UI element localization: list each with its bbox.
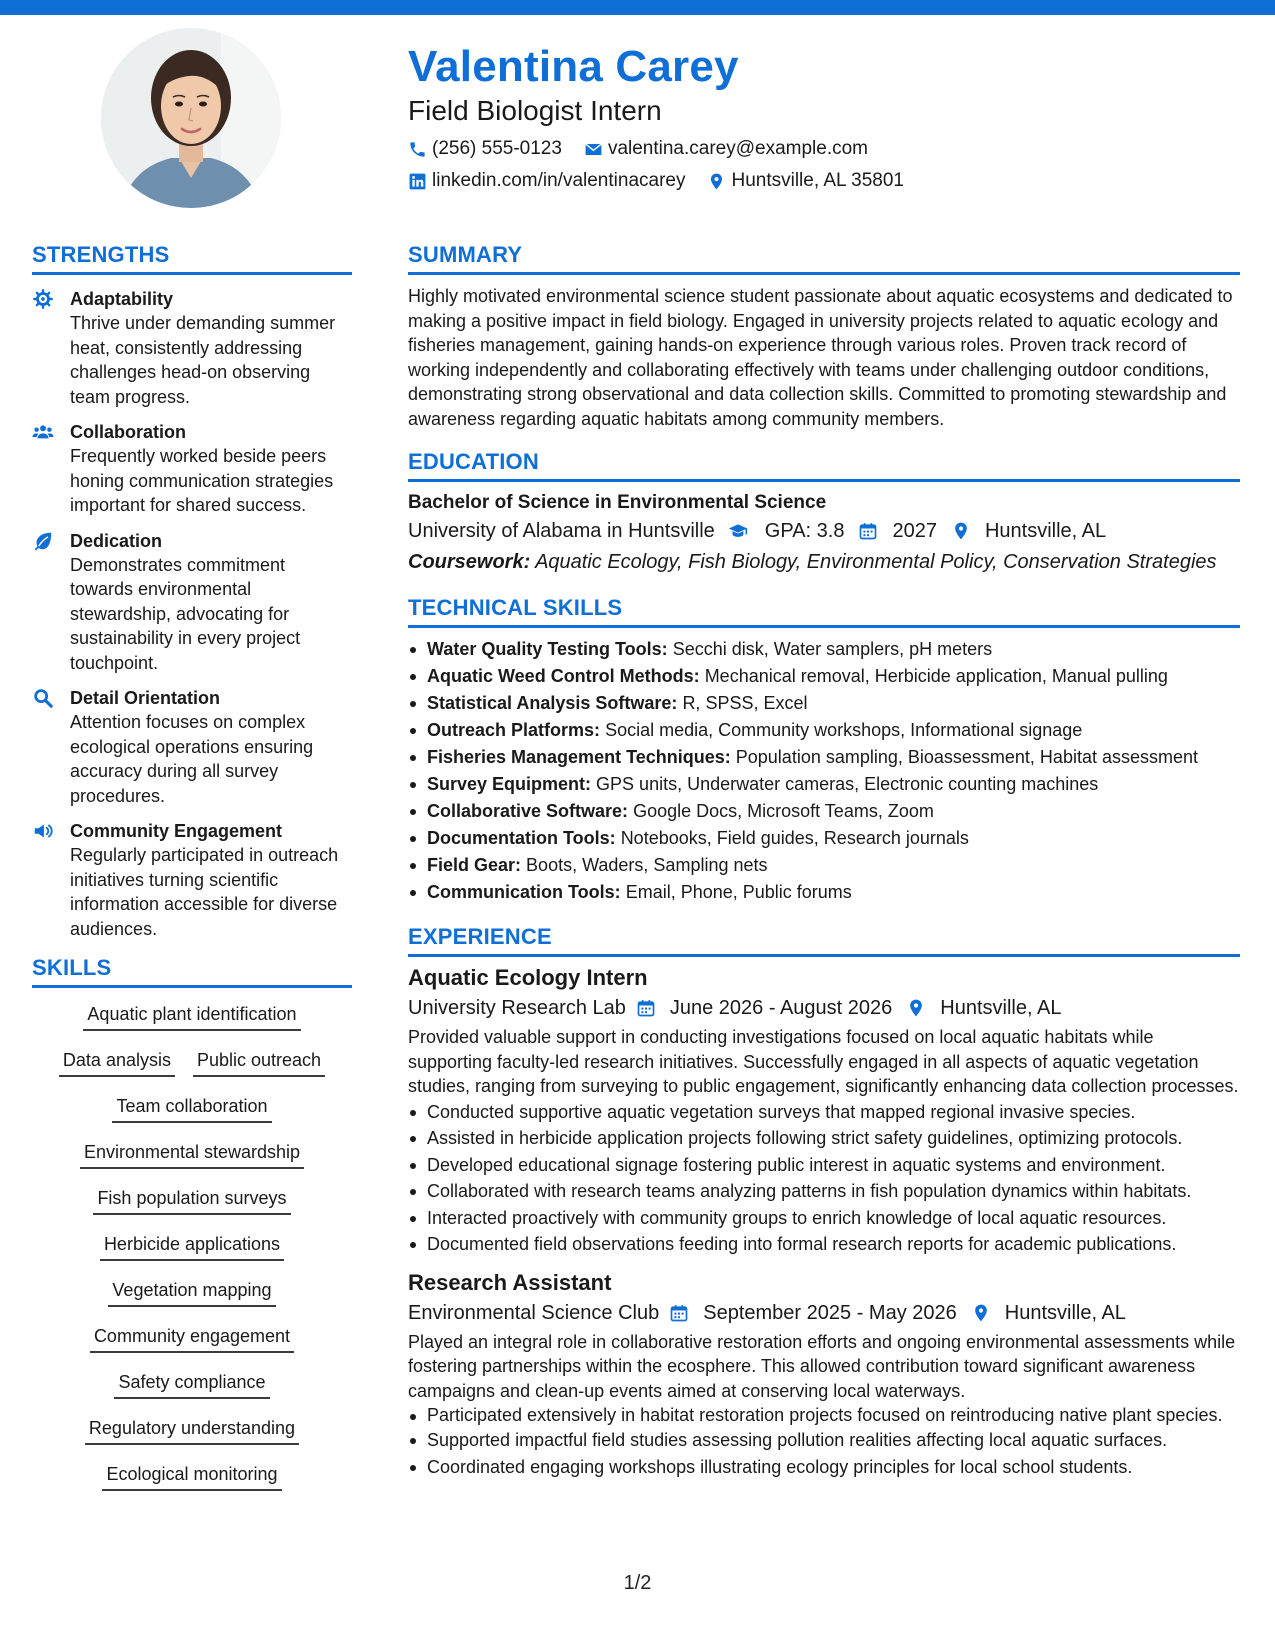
strength-item xyxy=(32,287,352,409)
skills-list xyxy=(32,1002,352,1508)
skills-heading: SKILLS xyxy=(32,955,352,988)
calendar-icon xyxy=(858,521,878,541)
map-pin-icon xyxy=(951,521,971,541)
strength-title: Detail Orientation xyxy=(70,688,221,708)
linkedin-contact[interactable] xyxy=(408,168,685,194)
map-pin-icon xyxy=(906,998,926,1018)
tech-skill-label: Field Gear: xyxy=(427,855,522,875)
list-item: Interacted proactively with community groups to enrich knowledge of local aquatic resources. xyxy=(408,1205,1240,1232)
job-meta xyxy=(408,1298,1240,1328)
strength-title: Dedication xyxy=(70,530,163,551)
top-accent-bar xyxy=(0,0,1275,15)
email-icon xyxy=(584,140,603,159)
resume-header xyxy=(408,40,1238,194)
skill-tag: Herbicide applications xyxy=(100,1232,284,1261)
job-title: Aquatic Ecology Intern xyxy=(408,965,648,990)
list-item: Coordinated engaging workshops illustrating ecology principles for local school students. xyxy=(408,1454,1240,1481)
job-description: Provided valuable support in conducting investigations focused on local aquatic habitats while supporting faculty-led research initiatives. Successfully engaged in all aspects of aquatic vegetation studies, ranging from surveying to public engagement, significantly enhancing data collection processes. xyxy=(408,1027,1239,1096)
list-item xyxy=(408,879,1240,906)
strength-desc: Demonstrates commitment towards environmental stewardship, advocating for sustainability in every project touchpoint. xyxy=(70,554,301,673)
candidate-title: Field Biologist Intern xyxy=(408,95,662,126)
phone-text: (256) 555-0123 xyxy=(432,138,562,159)
page-number xyxy=(0,1572,1275,1595)
list-item: Supported impactful field studies assessing pollution realities affecting local aquatic surfaces. xyxy=(408,1427,1240,1454)
strength-title: Adaptability xyxy=(70,289,174,309)
tech-skill-label: Documentation Tools: xyxy=(427,828,616,848)
linkedin-text: linkedin.com/in/valentinacarey xyxy=(432,170,686,191)
experience-heading: EXPERIENCE xyxy=(408,924,1240,957)
map-pin-icon xyxy=(707,172,726,191)
candidate-name: Valentina Carey xyxy=(408,42,739,91)
strength-desc: Thrive under demanding summer heat, consistently addressing challenges head-on observing team progress. xyxy=(70,313,336,407)
job-title: Research Assistant xyxy=(408,1269,612,1295)
leaf-icon xyxy=(32,530,56,554)
calendar-icon xyxy=(669,1303,689,1323)
gpa-item xyxy=(725,516,845,546)
strength-title: Community Engagement xyxy=(70,821,283,841)
gear-icon xyxy=(32,288,56,312)
list-item: Collaborated with research teams analyzing patterns in fish population dynamics within habitats. xyxy=(408,1178,1240,1205)
job-location-item xyxy=(906,993,1061,1023)
coursework-line xyxy=(408,547,1240,577)
job-dates: September 2025 - May 2026 xyxy=(703,1301,957,1324)
list-item xyxy=(408,744,1240,771)
strengths-list xyxy=(32,287,352,941)
strength-item xyxy=(32,529,352,676)
tech-skill-label: Statistical Analysis Software: xyxy=(427,693,678,713)
job-dates-item xyxy=(636,993,892,1023)
list-item xyxy=(408,798,1240,825)
job-entry xyxy=(408,1268,1240,1481)
graduation-cap-icon xyxy=(725,521,751,541)
location-text: Huntsville, AL 35801 xyxy=(731,170,904,191)
skill-tag: Ecological monitoring xyxy=(102,1462,281,1491)
skill-tag: Public outreach xyxy=(193,1048,325,1077)
email-contact[interactable] xyxy=(584,136,868,162)
list-item xyxy=(408,717,1240,744)
contact-row-1 xyxy=(408,136,1238,162)
list-item xyxy=(408,690,1240,717)
list-item: Assisted in herbicide application projects following strict safety guidelines, optimizing protocols. xyxy=(408,1125,1240,1152)
list-item: Developed educational signage fostering public interest in aquatic systems and environment. xyxy=(408,1152,1240,1179)
degree-name: Bachelor of Science in Environmental Science xyxy=(408,492,827,513)
tech-skill-value: Population sampling, Bioassessment, Habitat assessment xyxy=(735,747,1198,767)
summary-heading: SUMMARY xyxy=(408,242,1240,275)
phone-icon xyxy=(408,140,427,159)
strength-item xyxy=(32,686,352,808)
skill-tag: Community engagement xyxy=(90,1324,294,1353)
map-pin-icon xyxy=(971,1303,991,1323)
strength-desc: Frequently worked beside peers honing communication strategies important for shared success. xyxy=(70,446,334,515)
tech-skill-label: Collaborative Software: xyxy=(427,801,629,821)
skill-tag: Fish population surveys xyxy=(93,1186,290,1215)
contact-row-2 xyxy=(408,168,1238,194)
coursework-list: Aquatic Ecology, Fish Biology, Environmental Policy, Conservation Strategies xyxy=(535,551,1217,573)
calendar-icon xyxy=(636,998,656,1018)
right-column xyxy=(408,242,1240,1480)
year-item xyxy=(858,516,937,546)
job-location: Huntsville, AL xyxy=(1004,1301,1126,1324)
coursework-label: Coursework: xyxy=(408,551,531,573)
job-dates: June 2026 - August 2026 xyxy=(669,997,893,1019)
technical-skills-heading: TECHNICAL SKILLS xyxy=(408,595,1240,628)
tech-skill-value: Secchi disk, Water samplers, pH meters xyxy=(672,639,993,659)
skill-tag: Data analysis xyxy=(59,1048,175,1077)
job-bullets xyxy=(408,1099,1240,1258)
job-bullets xyxy=(408,1403,1240,1480)
tech-skill-label: Fisheries Management Techniques: xyxy=(427,747,731,767)
list-item xyxy=(408,825,1240,852)
search-icon xyxy=(32,687,56,711)
skill-tag: Regulatory understanding xyxy=(85,1416,299,1445)
edu-location: Huntsville, AL xyxy=(984,520,1107,542)
list-item: Participated extensively in habitat restoration projects focused on reintroducing native plant species. xyxy=(408,1403,1240,1427)
list-item: Conducted supportive aquatic vegetation surveys that mapped regional invasive species. xyxy=(408,1099,1240,1126)
tech-skill-value: Google Docs, Microsoft Teams, Zoom xyxy=(633,801,934,821)
list-item: Documented field observations feeding into formal research reports for academic publications. xyxy=(408,1231,1240,1258)
tech-skill-value: Email, Phone, Public forums xyxy=(625,882,852,902)
megaphone-icon xyxy=(32,820,56,844)
summary-text: Highly motivated environmental science student passionate about aquatic ecosystems and dedicated to making a positive impact in field biology. Engaged in university projects related to aquatic ecology and fisheries management, gaining hands-on experience through various roles. Proven track record of working independently and collaborating effectively with teams under challenging outdoor conditions, demonstrating strong observational and data collection skills. Committed to promoting stewardship and awareness regarding aquatic habitats among community members. xyxy=(408,286,1233,429)
skill-tag: Environmental stewardship xyxy=(80,1140,304,1169)
list-item xyxy=(408,852,1240,879)
job-dates-item xyxy=(669,1298,957,1328)
job-org: Environmental Science Club xyxy=(408,1301,660,1324)
list-item xyxy=(408,663,1240,690)
technical-skills-list xyxy=(408,636,1240,906)
education-heading: EDUCATION xyxy=(408,449,1240,482)
job-entry xyxy=(408,963,1240,1258)
profile-photo xyxy=(101,28,281,208)
linkedin-icon xyxy=(408,172,427,191)
list-item xyxy=(408,636,1240,663)
strengths-heading: STRENGTHS xyxy=(32,242,352,275)
strength-title: Collaboration xyxy=(70,422,186,442)
tech-skill-label: Aquatic Weed Control Methods: xyxy=(427,666,700,686)
strength-desc: Attention focuses on complex ecological operations ensuring accuracy during all survey procedures. xyxy=(70,712,314,806)
tech-skill-value: GPS units, Underwater cameras, Electronic counting machines xyxy=(596,774,1099,794)
strength-item xyxy=(32,420,352,518)
education-meta xyxy=(408,516,1240,546)
school-name: University of Alabama in Huntsville xyxy=(408,520,715,542)
left-column xyxy=(32,242,352,1508)
tech-skill-label: Survey Equipment: xyxy=(427,774,592,794)
job-org: University Research Lab xyxy=(408,997,626,1019)
tech-skill-label: Water Quality Testing Tools: xyxy=(427,639,668,659)
skill-tag: Safety compliance xyxy=(114,1370,269,1399)
strength-desc: Regularly participated in outreach initiatives turning scientific information accessible for diverse audiences. xyxy=(70,845,339,939)
gpa-text: GPA: 3.8 xyxy=(764,520,845,542)
edu-location-item xyxy=(951,516,1106,546)
strength-item xyxy=(32,819,352,941)
list-item xyxy=(408,771,1240,798)
tech-skill-label: Outreach Platforms: xyxy=(427,720,601,740)
tech-skill-value: Notebooks, Field guides, Research journals xyxy=(620,828,969,848)
page-number-text: 1/2 xyxy=(623,1572,652,1594)
tech-skill-value: R, SPSS, Excel xyxy=(682,693,808,713)
skill-tag: Aquatic plant identification xyxy=(83,1002,300,1031)
location-contact xyxy=(707,168,904,194)
email-text: valentina.carey@example.com xyxy=(607,138,869,159)
job-location-item xyxy=(971,1298,1126,1328)
job-meta xyxy=(408,993,1240,1023)
tech-skill-value: Mechanical removal, Herbicide application, Manual pulling xyxy=(704,666,1168,686)
job-description: Played an integral role in collaborative restoration efforts and ongoing environmental assessments while fostering partnerships within the ecosphere. This allowed contribution toward significant awareness campaigns and clean-up events aimed at conserving local waterways. xyxy=(408,1331,1236,1401)
grad-year: 2027 xyxy=(892,520,937,542)
phone-contact[interactable] xyxy=(408,136,562,162)
skill-tag: Vegetation mapping xyxy=(108,1278,275,1307)
users-icon xyxy=(32,421,56,445)
skill-tag: Team collaboration xyxy=(112,1094,271,1123)
tech-skill-label: Communication Tools: xyxy=(427,882,621,902)
tech-skill-value: Social media, Community workshops, Informational signage xyxy=(605,720,1083,740)
job-location: Huntsville, AL xyxy=(940,997,1062,1019)
tech-skill-value: Boots, Waders, Sampling nets xyxy=(526,855,768,875)
